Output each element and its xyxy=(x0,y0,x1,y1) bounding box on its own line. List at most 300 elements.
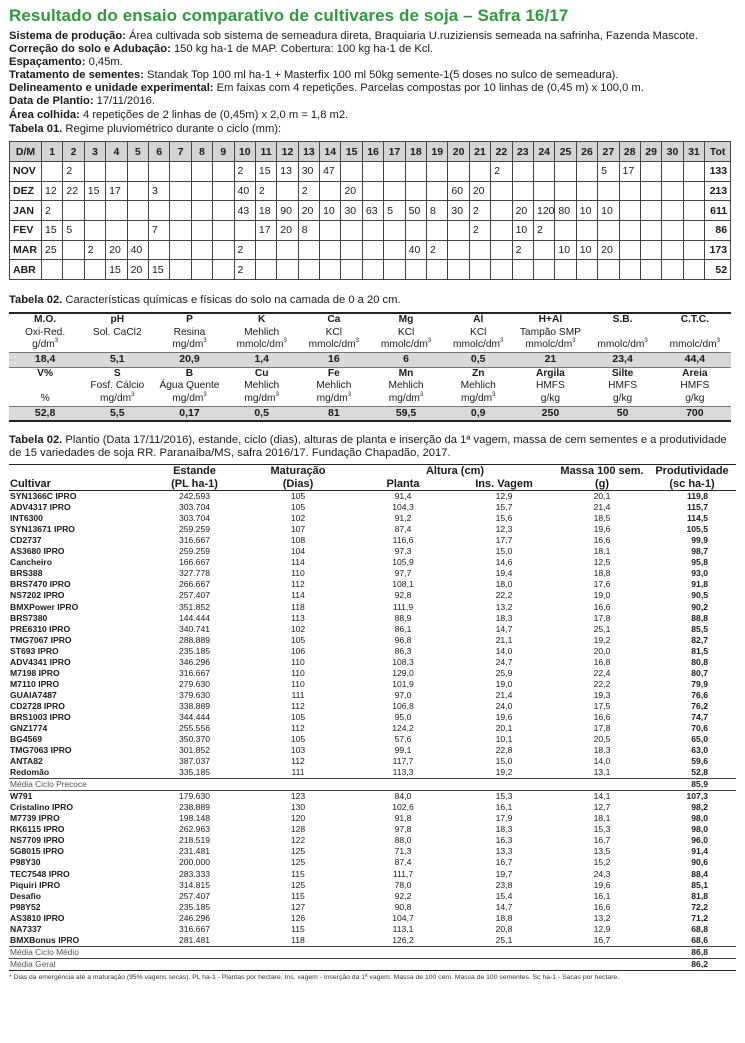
soil-method-row xyxy=(9,380,731,393)
soil-header-row xyxy=(9,367,731,380)
cultivar-estande: 346.296 xyxy=(178,656,211,667)
cultivar-maturacao: 111 xyxy=(291,767,305,778)
rain-month: NOV xyxy=(10,161,42,181)
soil-unit: mmolc/$dm^3$ xyxy=(380,338,432,351)
rain-cell: 10 xyxy=(320,201,341,221)
soil-method: Mehlich xyxy=(460,380,496,392)
cultivar-ins-vagem: 19,0 xyxy=(495,678,513,689)
cultivar-produtividade: 98,2 xyxy=(691,802,708,813)
rain-cell xyxy=(362,240,383,260)
cultivar-produtividade: 79,9 xyxy=(691,678,708,689)
cultivar-massa: 12,5 xyxy=(593,557,611,568)
soil-unit: $mg/dm^3$ xyxy=(460,391,496,404)
rain-cell: 17 xyxy=(255,220,276,240)
cultivar-planta: 105,9 xyxy=(392,557,414,568)
rain-cell xyxy=(448,240,469,260)
cultivar-maturacao: 105 xyxy=(290,712,306,722)
soil-header: Mn xyxy=(398,367,414,379)
cultivar-row xyxy=(9,546,736,557)
cultivar-name: GUAIA7487 xyxy=(10,689,57,700)
rain-cell: 25 xyxy=(42,240,63,260)
cultivar-estande: 144.444 xyxy=(178,612,211,623)
rain-cell xyxy=(384,220,405,240)
soil-unit: mmolc/$dm^3$ xyxy=(597,338,648,351)
cultivar-name: NS7709 IPRO xyxy=(10,835,65,846)
cultivar-name: PRE6310 IPRO xyxy=(10,623,71,634)
rain-header-day: 15 xyxy=(341,142,362,162)
rain-cell xyxy=(213,220,234,240)
soil-header: S.B. xyxy=(612,313,633,325)
info-tratamento xyxy=(9,69,736,82)
info-sistema xyxy=(9,30,736,43)
rain-header-day: 6 xyxy=(148,142,169,162)
rain-cell xyxy=(533,240,554,260)
rain-cell xyxy=(298,240,319,260)
cultivar-produtividade: 82,7 xyxy=(691,634,708,645)
rain-total: 173 xyxy=(705,240,731,260)
cultivar-name: ANTA82 xyxy=(10,756,43,767)
soil-unit: mmolc/$dm^3$ xyxy=(453,338,504,351)
cultivar-massa: 18,5 xyxy=(593,513,611,524)
rain-cell xyxy=(277,181,298,201)
rain-cell: 47 xyxy=(320,161,341,181)
cultivar-estande: 288.889 xyxy=(178,634,211,645)
cultivar-row xyxy=(9,924,736,935)
cultivar-planta: 86,3 xyxy=(394,645,412,656)
cultivar-produtividade: 105,5 xyxy=(686,524,708,535)
cultivar-name: W791 xyxy=(10,791,33,802)
rain-cell xyxy=(662,240,683,260)
rain-cell: 20 xyxy=(106,240,127,260)
header-planta: Planta xyxy=(354,478,452,491)
cultivar-estande: 266.667 xyxy=(178,579,211,590)
rain-cell xyxy=(640,260,661,280)
rain-cell xyxy=(341,240,362,260)
cultivar-produtividade: 98,7 xyxy=(691,546,708,557)
rain-cell xyxy=(42,161,63,181)
rain-header-day: 8 xyxy=(191,142,212,162)
plantio-label: Data de Plantio: xyxy=(9,95,94,108)
cultivar-row xyxy=(9,502,736,513)
delineamento-label: Delineamento e unidade experimental: xyxy=(9,82,214,95)
soil-header: Mg xyxy=(398,313,414,325)
cultivar-produtividade: 59,6 xyxy=(691,756,708,767)
cultivar-maturacao: 127 xyxy=(290,901,306,912)
rain-cell xyxy=(127,181,148,201)
cultivar-ins-vagem: 16,7 xyxy=(495,857,513,868)
cultivar-planta: 91,8 xyxy=(394,813,412,824)
info-area xyxy=(9,109,736,122)
header-altura: Altura (cm) xyxy=(354,465,556,478)
cultivar-produtividade: 98,0 xyxy=(691,813,708,824)
cultivar-maturacao: 106 xyxy=(290,645,306,656)
rain-cell xyxy=(555,181,576,201)
rain-cell xyxy=(362,161,383,181)
rain-cell: 10 xyxy=(555,240,576,260)
rain-cell xyxy=(277,240,298,260)
cultivar-estande: 279.630 xyxy=(178,678,211,689)
cultivar-ins-vagem: 14,7 xyxy=(495,623,513,634)
cultivar-row xyxy=(9,902,736,913)
cultivar-ins-vagem: 14,6 xyxy=(495,557,513,568)
soil-value: 0,17 xyxy=(153,406,225,421)
soil-header: V% xyxy=(37,367,54,379)
cultivar-estande: 257.407 xyxy=(178,890,211,901)
rain-cell: 20 xyxy=(469,181,490,201)
cultivar-estande: 166.667 xyxy=(178,557,211,568)
cultivar-row xyxy=(9,690,736,701)
rain-header-day: 7 xyxy=(170,142,191,162)
plantio-text: 17/11/2016. xyxy=(93,95,155,108)
rain-cell: 30 xyxy=(448,201,469,221)
cultivar-maturacao: 125 xyxy=(290,846,306,857)
cultivar-estande: 283.333 xyxy=(178,868,211,879)
cultivar-ins-vagem: 13,3 xyxy=(495,846,513,857)
rain-cell: 2 xyxy=(63,161,84,181)
delineamento-text: Em faixas com 4 repetições. Parcelas compostas por 10 linhas de (0,45 m) x 100,0 m. xyxy=(213,82,644,95)
cultivar-produtividade: 80,8 xyxy=(691,656,708,667)
cultivar-row xyxy=(9,723,736,734)
cultivar-maturacao: 110 xyxy=(291,678,305,689)
cultivar-ins-vagem: 19,6 xyxy=(495,712,513,722)
rain-cell xyxy=(555,161,576,181)
cultivar-row xyxy=(9,891,736,902)
cultivar-massa: 16,6 xyxy=(593,712,611,722)
rain-cell: 2 xyxy=(42,201,63,221)
rain-header-day: 14 xyxy=(320,142,341,162)
soil-header: pH xyxy=(110,313,125,325)
cultivar-row xyxy=(9,712,736,723)
cultivar-maturacao: 108 xyxy=(290,535,306,546)
cultivar-maturacao: 130 xyxy=(290,802,306,813)
rain-cell xyxy=(533,161,554,181)
cultivar-maturacao: 105 xyxy=(290,491,306,502)
rain-cell xyxy=(619,220,640,240)
soil-value: 59,5 xyxy=(370,406,442,421)
cultivar-ins-vagem: 25,9 xyxy=(495,667,513,678)
cultivar-ins-vagem: 24,7 xyxy=(495,656,513,667)
rain-cell xyxy=(63,260,84,280)
rain-month: FEV xyxy=(10,220,42,240)
rain-header-day: 21 xyxy=(469,142,490,162)
cultivar-name: TMG7063 IPRO xyxy=(10,745,72,756)
table01-caption-label: Tabela 01. xyxy=(9,122,63,135)
soil-header: Fe xyxy=(327,367,340,379)
rain-cell xyxy=(341,161,362,181)
cultivar-massa: 12,9 xyxy=(593,923,611,934)
cultivar-row xyxy=(9,668,736,679)
rain-header-day: 5 xyxy=(127,142,148,162)
soil-method-row xyxy=(9,327,731,340)
soil-value: 20,9 xyxy=(153,353,225,368)
table02-caption-text: Características químicas e físicas do solo na camada de 0 a 20 cm. xyxy=(62,293,401,306)
rain-cell xyxy=(63,240,84,260)
cultivar-massa: 18,8 xyxy=(593,568,611,579)
cultivar-estande: 198.148 xyxy=(178,813,211,824)
rain-cell xyxy=(491,201,512,221)
cultivar-massa: 13,1 xyxy=(593,767,611,778)
cultivar-massa: 13,2 xyxy=(593,912,611,923)
rain-cell: 12 xyxy=(42,181,63,201)
cultivar-estande: 327.778 xyxy=(178,568,211,579)
rain-header-day: 24 xyxy=(533,142,554,162)
rain-cell xyxy=(191,201,212,221)
soil-method: KCl xyxy=(325,326,343,338)
cultivar-name: TMG7067 IPRO xyxy=(10,634,72,645)
cultivar-planta: 86,1 xyxy=(394,623,412,634)
cultivar-planta: 104,7 xyxy=(392,912,414,923)
cultivar-produtividade: 88,4 xyxy=(691,868,708,879)
cultivar-planta: 111,9 xyxy=(392,601,414,612)
cultivar-maturacao: 102 xyxy=(290,513,306,524)
rain-cell xyxy=(683,161,704,181)
cultivar-massa: 20,0 xyxy=(593,645,611,656)
cultivar-massa: 19,6 xyxy=(593,879,611,890)
rain-cell: 8 xyxy=(427,201,448,221)
cultivar-ins-vagem: 12,3 xyxy=(495,524,513,535)
rain-cell xyxy=(662,181,683,201)
cultivar-produtividade: 107,3 xyxy=(686,791,708,802)
cultivar-planta: 102,6 xyxy=(392,802,414,813)
cultivar-name: Cristalino IPRO xyxy=(10,802,74,813)
rain-cell: 2 xyxy=(298,181,319,201)
cultivar-maturacao: 110 xyxy=(291,667,305,678)
cultivar-massa: 17,5 xyxy=(593,700,611,711)
cultivar-header-row-1 xyxy=(9,465,736,478)
rain-cell: 13 xyxy=(277,161,298,181)
rain-cell: 2 xyxy=(512,240,533,260)
cultivar-maturacao: 112 xyxy=(291,579,305,590)
table03-caption-text: Plantio (Data 17/11/2016), estande, ciclo (dias), alturas de planta e inserção da 1ª vagem, massa de cem sementes e a produtividade de 15 variedades de soja RR. Paranaíba/MS, safra 2016/17. Fundação Chapadão, 2017. xyxy=(9,433,727,459)
rain-cell xyxy=(106,220,127,240)
rain-row xyxy=(10,201,731,221)
rain-cell xyxy=(191,181,212,201)
cultivar-planta: 111,7 xyxy=(392,868,414,879)
rain-cell: 8 xyxy=(298,220,319,240)
cultivar-planta: 90,8 xyxy=(394,901,412,912)
cultivar-planta: 95,0 xyxy=(394,712,412,722)
cultivar-maturacao: 112 xyxy=(291,723,305,734)
rain-cell xyxy=(576,181,597,201)
cultivar-produtividade: 68,8 xyxy=(691,923,708,934)
cultivar-estande: 200.000 xyxy=(178,857,211,868)
cultivar-planta: 57,6 xyxy=(394,734,412,745)
cultivar-produtividade: 71,2 xyxy=(691,912,708,923)
rain-cell xyxy=(362,181,383,201)
cultivar-planta: 87,4 xyxy=(394,524,412,535)
soil-value: 81 xyxy=(298,406,370,421)
cultivar-ins-vagem: 18,3 xyxy=(495,824,513,835)
cultivar-row xyxy=(9,624,736,635)
cultivar-name: Redomão xyxy=(10,767,50,778)
rain-cell: 5 xyxy=(598,161,619,181)
rain-cell: 30 xyxy=(298,161,319,181)
cultivar-produtividade: 90,2 xyxy=(691,601,708,612)
area-text: 4 repetições de 2 linhas de (0,45m) x 2,0 m = 1,8 m2. xyxy=(79,108,349,121)
cultivar-planta: 126,2 xyxy=(392,934,414,945)
cultivar-ins-vagem: 23,8 xyxy=(495,879,513,890)
soil-header: Zn xyxy=(471,367,485,379)
soil-method: Oxi-Red. xyxy=(24,326,66,338)
cultivar-row xyxy=(9,880,736,891)
rain-cell: 17 xyxy=(106,181,127,201)
cultivar-estande: 340.741 xyxy=(178,623,211,634)
cultivar-planta: 99,1 xyxy=(394,745,412,756)
soil-value: 0,9 xyxy=(442,406,514,421)
cultivar-row xyxy=(9,590,736,601)
rain-cell xyxy=(213,240,234,260)
cultivar-name: GNZ1774 xyxy=(10,723,48,734)
cultivar-massa: 14,0 xyxy=(593,756,611,767)
cultivar-name: BRS1003 IPRO xyxy=(10,712,71,722)
cultivar-massa: 18,3 xyxy=(593,745,611,756)
cultivar-row xyxy=(9,568,736,579)
rain-cell xyxy=(298,260,319,280)
cultivar-ins-vagem: 16,1 xyxy=(495,802,513,813)
cultivar-estande: 344.444 xyxy=(178,712,211,722)
cultivar-massa: 19,2 xyxy=(593,634,611,645)
soil-method: Tampão SMP xyxy=(519,326,581,338)
cultivar-massa: 20,1 xyxy=(593,491,611,502)
cultivar-massa: 16,8 xyxy=(593,656,611,667)
rain-cell xyxy=(170,161,191,181)
cultivar-ins-vagem: 17,7 xyxy=(495,535,513,546)
cultivar-planta: 124,2 xyxy=(392,723,414,734)
cultivar-maturacao: 118 xyxy=(291,934,305,945)
rain-cell xyxy=(405,220,426,240)
cultivar-maturacao: 125 xyxy=(290,879,306,890)
rain-cell: 2 xyxy=(234,260,255,280)
rain-cell xyxy=(491,220,512,240)
rain-cell xyxy=(148,201,169,221)
rain-cell xyxy=(598,181,619,201)
table02-caption xyxy=(9,294,736,307)
info-delineamento xyxy=(9,82,736,95)
cultivar-produtividade: 99,9 xyxy=(691,535,708,546)
cultivar-estande: 246.296 xyxy=(178,912,211,923)
rain-cell xyxy=(448,260,469,280)
table01-caption-text: Regime pluviométrico durante o ciclo (mm): xyxy=(62,122,282,135)
soil-method: Mehlich xyxy=(244,326,280,338)
cultivar-produtividade: 85,1 xyxy=(691,879,708,890)
avg-precoce-row xyxy=(9,779,736,791)
cultivar-estande: 242.593 xyxy=(178,491,211,502)
rain-cell: 40 xyxy=(405,240,426,260)
cultivar-maturacao: 107 xyxy=(290,524,306,535)
rain-cell: 10 xyxy=(512,220,533,240)
rain-header-day: 3 xyxy=(84,142,105,162)
rain-total: 52 xyxy=(705,260,731,280)
cultivar-row xyxy=(9,557,736,568)
cultivar-massa: 19,3 xyxy=(593,689,611,700)
rain-cell xyxy=(341,220,362,240)
cultivar-planta: 113,3 xyxy=(392,767,414,778)
soil-unit: $mg/dm^3$ xyxy=(316,391,352,404)
rain-total: 133 xyxy=(705,161,731,181)
rain-header-day: 10 xyxy=(234,142,255,162)
cultivar-maturacao: 114 xyxy=(291,590,305,601)
rain-cell xyxy=(213,161,234,181)
rain-cell: 63 xyxy=(362,201,383,221)
rain-cell: 18 xyxy=(255,201,276,221)
cultivar-estande: 179.630 xyxy=(178,791,211,802)
rain-header-day: 19 xyxy=(427,142,448,162)
cultivar-ins-vagem: 20,1 xyxy=(495,723,513,734)
rain-cell: 90 xyxy=(277,201,298,221)
cultivar-ins-vagem: 15,3 xyxy=(495,791,513,802)
rain-cell: 15 xyxy=(106,260,127,280)
cultivar-row xyxy=(9,646,736,657)
cultivar-planta: 84,0 xyxy=(394,791,412,802)
cultivar-produtividade: 74,7 xyxy=(691,712,708,722)
cultivar-produtividade: 115,7 xyxy=(686,502,708,513)
rain-cell xyxy=(640,181,661,201)
cultivar-name: RK6115 IPRO xyxy=(10,824,65,835)
cultivar-produtividade: 88,8 xyxy=(691,612,708,623)
cultivar-ins-vagem: 19,2 xyxy=(495,767,513,778)
tratamento-label: Tratamento de sementes: xyxy=(9,69,144,82)
rain-cell xyxy=(640,220,661,240)
soil-method: Resina xyxy=(173,326,206,338)
cultivar-row xyxy=(9,745,736,756)
soil-value: 44,4 xyxy=(659,353,731,368)
rain-total: 611 xyxy=(705,201,731,221)
rain-header-day: 2 xyxy=(63,142,84,162)
cultivar-name: M7198 IPRO xyxy=(10,667,60,678)
cultivar-estande: 281.481 xyxy=(178,934,211,945)
cultivar-ins-vagem: 18,3 xyxy=(495,612,513,623)
rain-cell xyxy=(170,260,191,280)
cultivar-estande: 316.667 xyxy=(178,667,211,678)
cultivar-planta: 97,3 xyxy=(394,546,412,557)
cultivar-row xyxy=(9,767,736,779)
header-produtividade: Produtividade xyxy=(648,465,736,478)
soil-unit: $mg/dm^3$ xyxy=(388,391,424,404)
rain-cell: 20 xyxy=(298,201,319,221)
cultivar-estande: 238.889 xyxy=(178,802,211,813)
cultivar-ins-vagem: 22,8 xyxy=(495,745,513,756)
rain-cell xyxy=(127,220,148,240)
rain-header-day: 23 xyxy=(512,142,533,162)
rain-cell xyxy=(320,220,341,240)
cultivar-massa: 14,1 xyxy=(593,791,611,802)
rain-cell xyxy=(598,260,619,280)
cultivar-ins-vagem: 18,0 xyxy=(495,579,513,590)
rain-cell xyxy=(683,201,704,221)
soil-method: Fosf. Cálcio xyxy=(90,380,145,392)
cultivar-name: BRS388 xyxy=(10,568,43,579)
rain-cell xyxy=(662,260,683,280)
cultivar-maturacao: 110 xyxy=(291,656,305,667)
rain-cell: 2 xyxy=(469,201,490,221)
rain-cell: 20 xyxy=(127,260,148,280)
rain-header-day: 11 xyxy=(255,142,276,162)
soil-unit-row xyxy=(9,393,731,406)
area-label: Área colhida: xyxy=(9,108,80,121)
rain-cell xyxy=(320,260,341,280)
soil-header: H+Al xyxy=(538,313,563,325)
cultivar-planta: 129,0 xyxy=(392,667,414,678)
rain-header-day: 27 xyxy=(598,142,619,162)
cultivar-ins-vagem: 14,0 xyxy=(495,645,513,656)
footnote: * Dias da emergência até a maturação (95% vagens secas). PL ha-1 - Plantas por hectare. Ins. vagem - Inserção da 1ª vagem. Massa de 100 cem. Massa de 100 sementes. Sc ha-1 - Sacas por hectare. xyxy=(9,973,620,981)
rain-cell xyxy=(469,161,490,181)
cultivar-maturacao: 115 xyxy=(291,923,305,934)
cultivar-estande: 350.370 xyxy=(178,734,211,745)
soil-unit: $mg/dm^3$ xyxy=(172,338,207,351)
rain-cell xyxy=(84,220,105,240)
rain-cell: 15 xyxy=(84,181,105,201)
